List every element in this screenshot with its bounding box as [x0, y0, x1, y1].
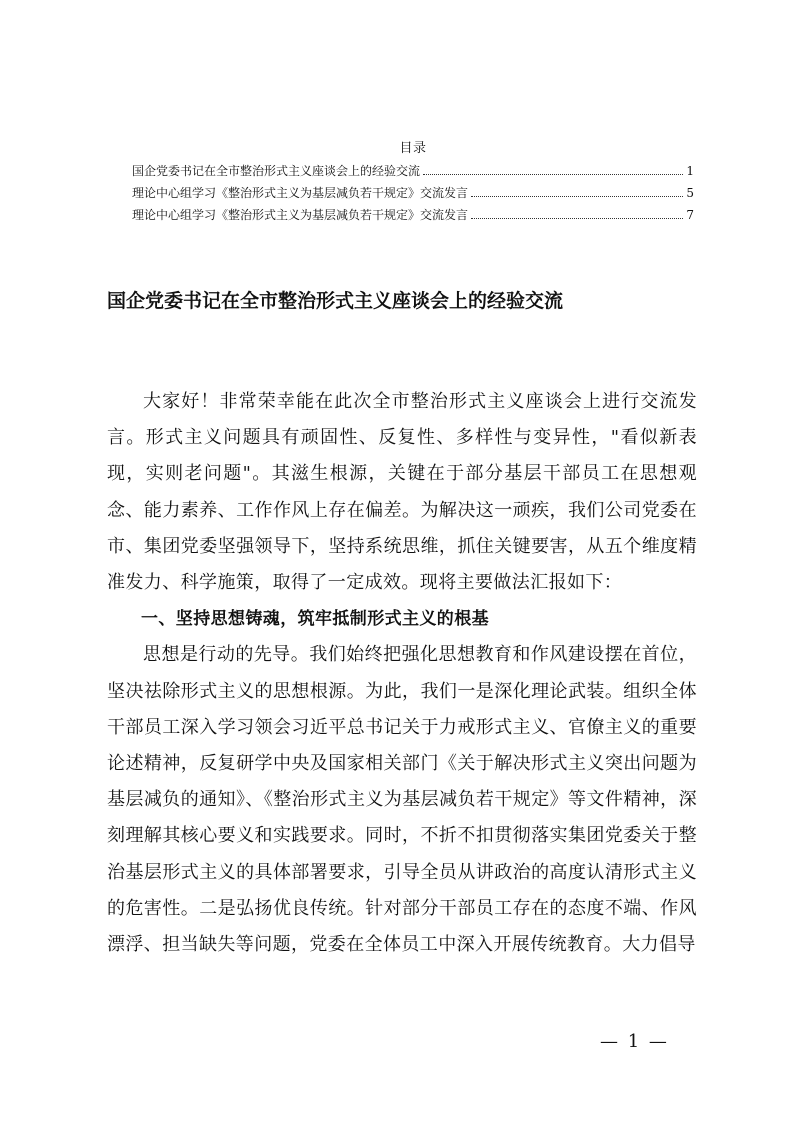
toc-item-page: 1	[686, 164, 694, 178]
toc-item[interactable]	[132, 182, 694, 204]
document-body	[107, 384, 697, 963]
page-number: — 1 —	[600, 1031, 669, 1052]
toc-item[interactable]	[132, 204, 694, 226]
document-title: 国企党委书记在全市整治形式主义座谈会上的经验交流	[107, 290, 564, 312]
toc-item-page: 5	[686, 186, 694, 200]
toc-leader-dots	[423, 173, 683, 175]
toc-item-page: 7	[686, 208, 694, 222]
toc-item-text: 国企党委书记在全市整治形式主义座谈会上的经验交流	[132, 164, 421, 178]
body-paragraph: 大家好！非常荣幸能在此次全市整治形式主义座谈会上进行交流发言。形式主义问题具有顽固性、反复性、多样性与变异性，"看似新表现，实则老问题"。其滋生根源，关键在于部分基层干部员工在思想观念、能力素养、工作作风上存在偏差。为解决这一顽疾，我们公司党委在市、集团党委坚强领导下，坚持系统思维，抓住关键要害，从五个维度精准发力、科学施策，取得了一定成效。现将主要做法汇报如下：	[107, 391, 697, 594]
toc-item-text: 理论中心组学习《整治形式主义为基层减负若干规定》交流发言	[132, 186, 469, 200]
toc-leader-dots	[471, 217, 683, 219]
section-heading: 一、坚持思想铸魂，筑牢抵制形式主义的根基	[141, 609, 489, 630]
toc-item[interactable]	[132, 160, 694, 182]
toc-item-text: 理论中心组学习《整治形式主义为基层减负若干规定》交流发言	[132, 208, 469, 222]
toc-leader-dots	[471, 195, 683, 197]
body-paragraph: 思想是行动的先导。我们始终把强化思想教育和作风建设摆在首位，坚决祛除形式主义的思想根源。为此，我们一是深化理论武装。组织全体干部员工深入学习领会习近平总书记关于力戒形式主义、官僚主义的重要论述精神，反复研学中央及国家相关部门《关于解决形式主义突出问题为基层减负的通知》、《整治形式主义为基层减负若干规定》等文件精神，深刻理解其核心要义和实践要求。同时，不折不扣贯彻落实集团党委关于整治基层形式主义的具体部署要求，引导全员从讲政治的高度认清形式主义的危害性。二是弘扬优良传统。针对部分干部员工存在的态度不端、作风漂浮、担当缺失等问题，党委在全体员工中深入开展传统教育。大力倡导	[107, 644, 697, 956]
table-of-contents	[132, 140, 694, 226]
toc-title: 目录	[399, 141, 427, 156]
